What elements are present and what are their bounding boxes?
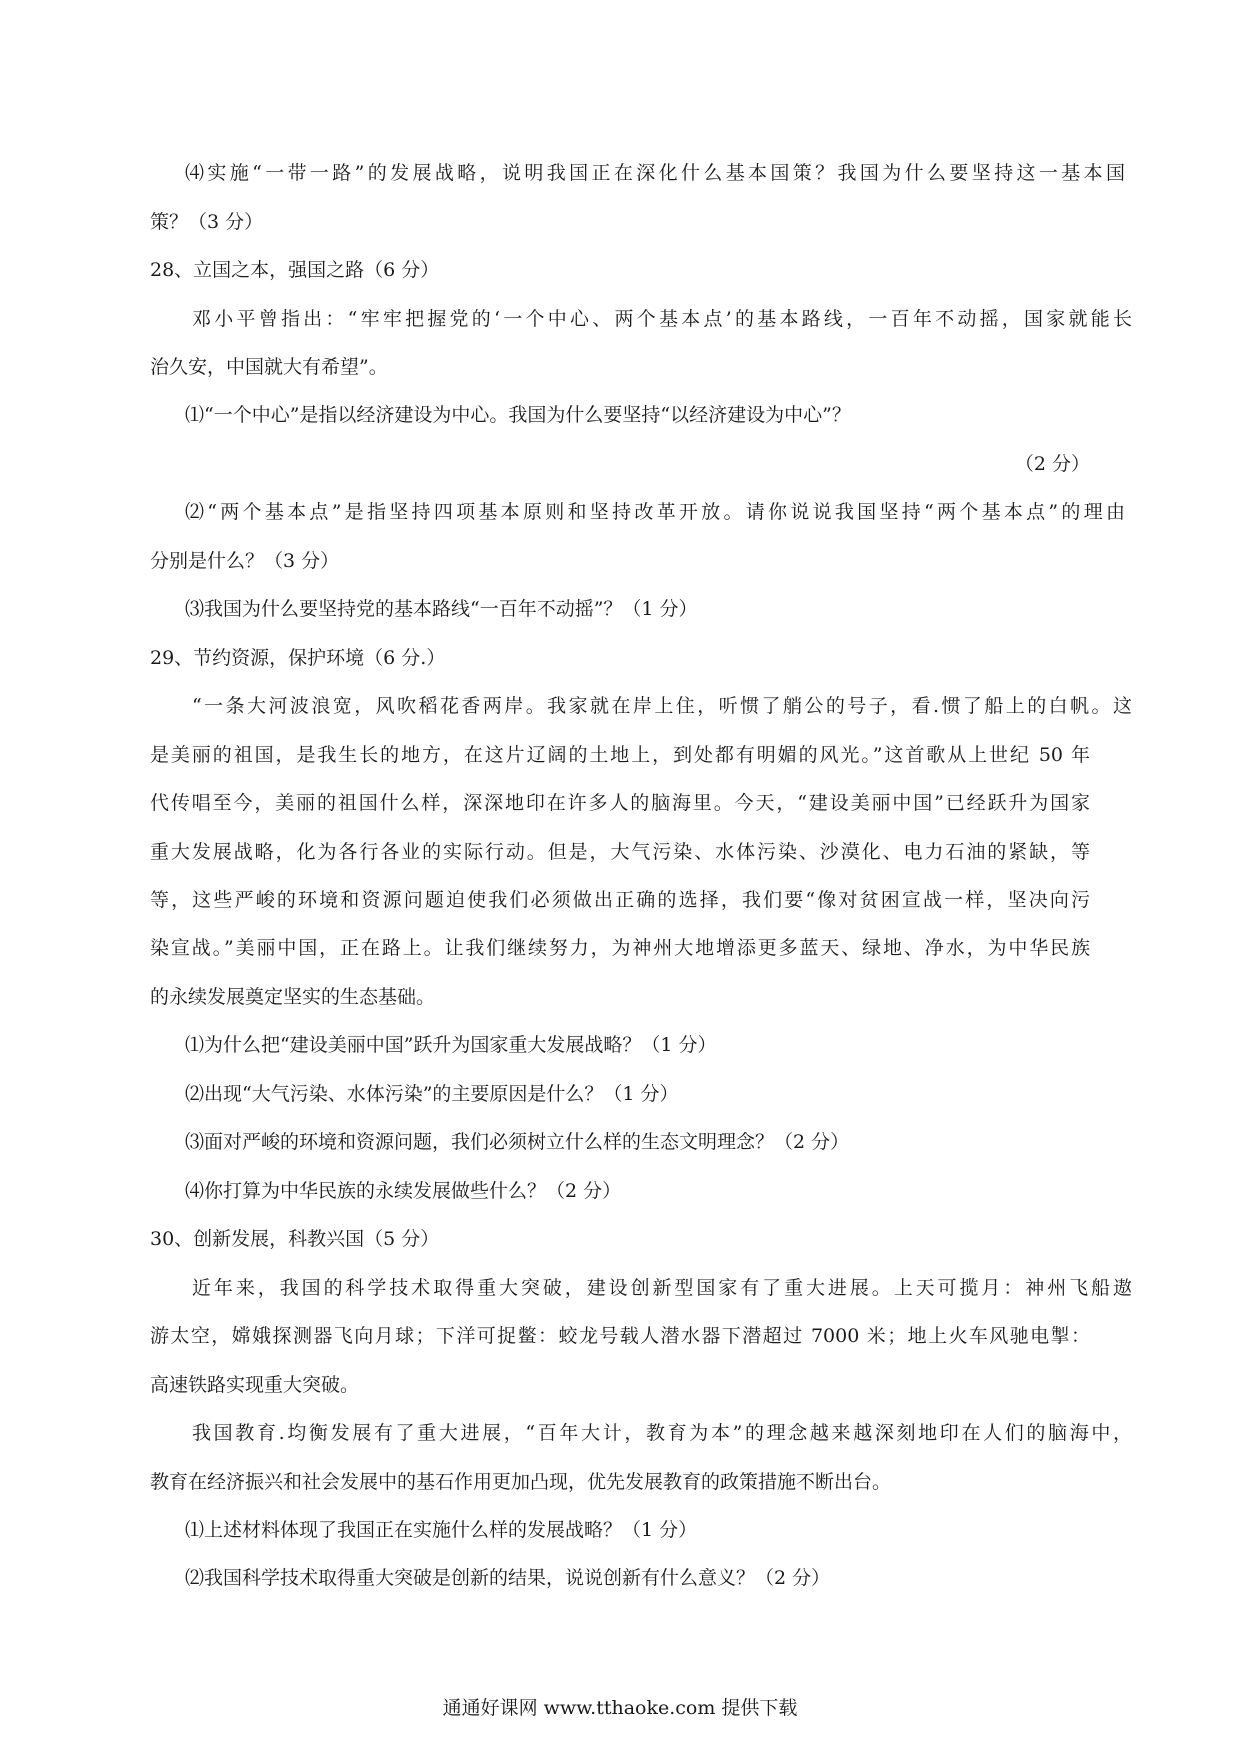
q29-para-line5: 等，这些严峻的环境和资源问题迫使我们必须做出正确的选择，我们要“像对贫困宣战一样，坚决向污 [150, 889, 1090, 911]
q30-sub1: ⑴上述材料体现了我国正在实施什么样的发展战略？（1 分） [185, 1519, 698, 1541]
q28-title: 28、立国之本，强国之路（6 分） [150, 259, 440, 281]
q30-para1-line3: 高速铁路实现重大突破。 [150, 1374, 360, 1396]
q28-sub1-score: （2 分） [1014, 453, 1090, 475]
q29-para-line4: 重大发展战略，化为各行各业的实际行动。但是，大气污染、水体污染、沙漠化、电力石油的紧缺，等 [150, 841, 1090, 863]
q29-sub2: ⑵出现“大气污染、水体污染”的主要原因是什么？（1 分） [185, 1083, 679, 1105]
q29-sub1: ⑴为什么把“建设美丽中国”跃升为国家重大发展战略？（1 分） [185, 1034, 717, 1056]
q27-sub4-line1: ⑷实施“一带一路”的发展战略，说明我国正在深化什么基本国策？我国为什么要坚持这一基本国 [185, 162, 1125, 184]
q29-title: 29、节约资源，保护环境（6 分.） [150, 647, 446, 669]
q28-sub3: ⑶我国为什么要坚持党的基本路线“一百年不动摇”？（1 分） [185, 598, 698, 620]
q29-para-line2: 是美丽的祖国，是我生长的地方，在这片辽阔的土地上，到处都有明媚的风光。”这首歌从上世纪 50 年 [150, 744, 1090, 766]
q29-para-line1: “一条大河波浪宽，风吹稻花香两岸。我家就在岸上住，听惯了艄公的号子，看.惯了船上的白帆。这 [192, 695, 1132, 717]
page-footer: 通通好课网 www.tthaoke.com 提供下载 [442, 1697, 798, 1719]
q28-sub1: ⑴“一个中心”是指以经济建设为中心。我国为什么要坚持“以经济建设为中心”？ [185, 404, 851, 426]
q28-quote-line2: 治久安，中国就大有希望”。 [150, 356, 388, 378]
q29-sub3: ⑶面对严峻的环境和资源问题，我们必须树立什么样的生态文明理念？（2 分） [185, 1131, 850, 1153]
q29-para-line3: 代传唱至今，美丽的祖国什么样，深深地印在许多人的脑海里。今天，“建设美丽中国”已经跃升为国家 [150, 792, 1090, 814]
q28-sub2-line2: 分别是什么？（3 分） [150, 550, 340, 572]
q28-sub2-line1: ⑵“两个基本点”是指坚持四项基本原则和坚持改革开放。请你说说我国坚持“两个基本点”的理由 [185, 501, 1125, 523]
q28-quote-line1: 邓小平曾指出：“牢牢把握党的‘一个中心、两个基本点’的基本路线，一百年不动摇，国家就能长 [192, 308, 1132, 330]
q29-para-line7: 的永续发展奠定坚实的生态基础。 [150, 986, 436, 1008]
q27-sub4-line2: 策？（3 分） [150, 211, 264, 233]
q30-para1-line1: 近年来，我国的科学技术取得重大突破，建设创新型国家有了重大进展。上天可揽月：神州飞船遨 [192, 1277, 1132, 1299]
q30-para2-line2: 教育在经济振兴和社会发展中的基石作用更加凸现，优先发展教育的政策措施不断出台。 [150, 1471, 892, 1493]
q30-para1-line2: 游太空，嫦娥探测器飞向月球；下洋可捉鳖：蛟龙号载人潜水器下潜超过 7000 米；地上火车风驰电掣： [150, 1325, 1090, 1347]
q29-para-line6: 染宣战。”美丽中国，正在路上。让我们继续努力，为神州大地增添更多蓝天、绿地、净水，为中华民族 [150, 937, 1090, 959]
q29-sub4: ⑷你打算为中华民族的永续发展做些什么？（2 分） [185, 1180, 622, 1202]
q30-title: 30、创新发展，科教兴国（5 分） [150, 1228, 440, 1250]
q30-para2-line1: 我国教育.均衡发展有了重大进展，“百年大计，教育为本”的理念越来越深刻地印在人们的脑海中， [192, 1422, 1132, 1444]
q30-sub2: ⑵我国科学技术取得重大突破是创新的结果，说说创新有什么意义？（2 分） [185, 1567, 831, 1589]
